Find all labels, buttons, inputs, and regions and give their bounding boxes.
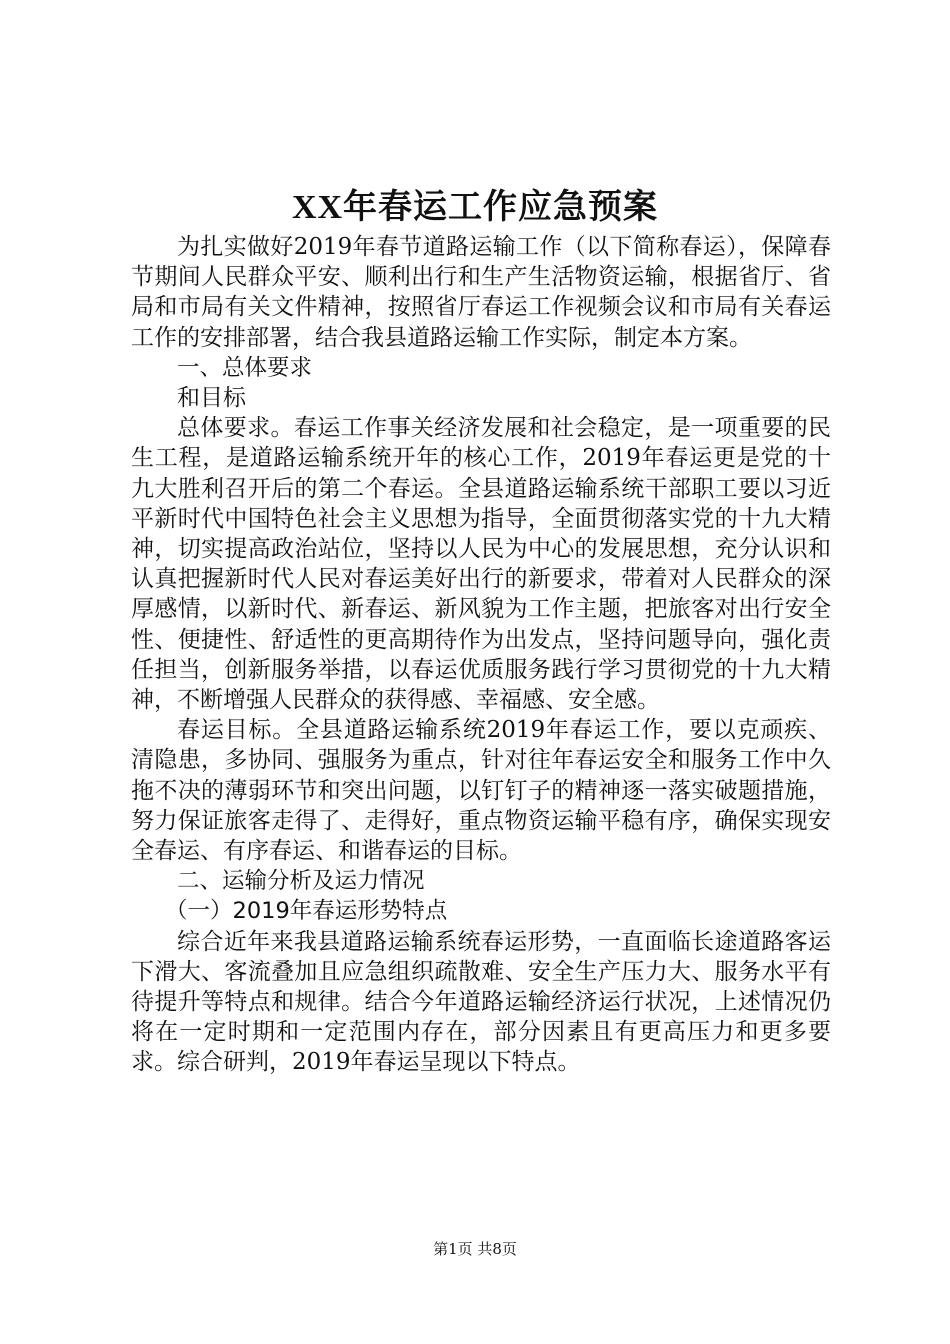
intro-paragraph: 为扎实做好2019年春节道路运输工作（以下简称春运），保障春节期间人民群众平安、顺利出行和生产生活物资运输，根据省厅、省局和市局有关文件精神，按照省厅春运工作视频会议和市局有关春运工作的安排部署，结合我县道路运输工作实际，制定本方案。 xyxy=(131,234,831,351)
document-body xyxy=(131,232,831,1078)
overall-requirements-paragraph: 总体要求。春运工作事关经济发展和社会稳定，是一项重要的民生工程，是道路运输系统开年的核心工作，2019年春运更是党的十九大胜利召开后的第二个春运。全县道路运输系统干部职工要以习近平新时代中国特色社会主义思想为指导，全面贯彻落实党的十九大精神，切实提高政治站位，坚持以人民为中心的发展思想，充分认识和认真把握新时代人民对春运美好出行的新要求，带着对人民群众的深厚感情，以新时代、新春运、新风貌为工作主题，把旅客对出行安全性、便捷性、舒适性的更高期待作为出发点，坚持问题导向，强化责任担当，创新服务举措，以春运优质服务践行学习贯彻党的十九大精神，不断增强人民群众的获得感、幸福感、安全感。 xyxy=(131,415,831,714)
document-title: XX年春运工作应急预案 xyxy=(291,189,659,226)
section-heading-1-continuation: 和目标 xyxy=(177,385,246,412)
section-heading-2: 二、运输分析及运力情况 xyxy=(177,868,425,895)
subsection-heading-1: （一）2019年春运形势特点 xyxy=(165,898,448,925)
spring-transport-goals-paragraph: 春运目标。全县道路运输系统2019年春运工作，要以克顽疾、清隐患，多协同、强服务为重点，针对往年春运安全和服务工作中久拖不决的薄弱环节和突出问题，以钉钉子的精神逐一落实破题措施，努力保证旅客走得了、走得好，重点物资运输平稳有序，确保实现安全春运、有序春运、和谐春运的目标。 xyxy=(131,717,831,865)
situation-analysis-paragraph: 综合近年来我县道路运输系统春运形势，一直面临长途道路客运下滑大、客流叠加且应急组织疏散难、安全生产压力大、服务水平有待提升等特点和规律。结合今年道路运输经济运行状况，上述情况仍将在一定时期和一定范围内存在，部分因素且有更高压力和更多要求。综合研判，2019年春运呈现以下特点。 xyxy=(131,928,831,1076)
page-footer: 第1页 共8页 xyxy=(433,1240,517,1258)
section-heading-1: 一、总体要求 xyxy=(177,354,313,381)
